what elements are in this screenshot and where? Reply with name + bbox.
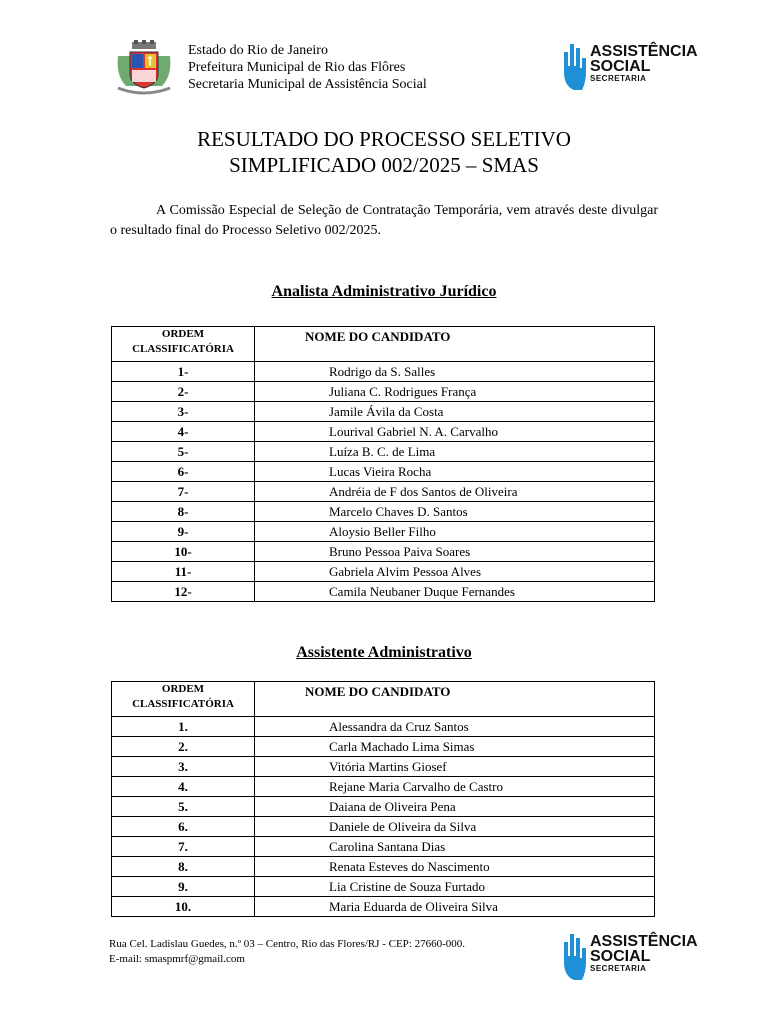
candidate-name-cell: Carla Machado Lima Simas xyxy=(255,737,655,757)
logo-line2: SOCIAL xyxy=(590,58,651,75)
rank-cell: 3- xyxy=(112,402,255,422)
rank-cell: 12- xyxy=(112,582,255,602)
prefecture-line: Prefeitura Municipal de Rio das Flôres xyxy=(188,60,406,75)
title-line2: SIMPLIFICADO 002/2025 – SMAS xyxy=(229,153,539,177)
rank-cell: 1- xyxy=(112,362,255,382)
rank-cell: 2- xyxy=(112,382,255,402)
candidate-name-cell: Marcelo Chaves D. Santos xyxy=(255,502,655,522)
rank-cell: 10- xyxy=(112,542,255,562)
logo-line2: SOCIAL xyxy=(590,948,651,965)
name-column-header: NOME DO CANDIDATO xyxy=(255,327,655,362)
table-row xyxy=(112,542,655,562)
table-row xyxy=(112,562,655,582)
candidate-name-cell: Vitória Martins Giosef xyxy=(255,757,655,777)
table-row xyxy=(112,857,655,877)
candidate-name-cell: Daiana de Oliveira Pena xyxy=(255,797,655,817)
rank-column-header: ORDEM CLASSIFICATÓRIA xyxy=(112,327,255,362)
assistencia-social-logo-footer xyxy=(560,932,700,984)
name-column-header: NOME DO CANDIDATO xyxy=(255,682,655,717)
table-row xyxy=(112,717,655,737)
candidate-name-cell: Aloysio Beller Filho xyxy=(255,522,655,542)
results-table-assistente xyxy=(111,681,655,917)
rank-cell: 5. xyxy=(112,797,255,817)
candidate-name-cell: Renata Esteves do Nascimento xyxy=(255,857,655,877)
table-row xyxy=(112,757,655,777)
candidate-name-cell: Luíza B. C. de Lima xyxy=(255,442,655,462)
assistencia-social-logo xyxy=(560,42,700,94)
rank-cell: 3. xyxy=(112,757,255,777)
rank-cell: 9- xyxy=(112,522,255,542)
hand-icon xyxy=(560,42,588,92)
table-row xyxy=(112,482,655,502)
rank-column-header: ORDEM CLASSIFICATÓRIA xyxy=(112,682,255,717)
rank-cell: 8. xyxy=(112,857,255,877)
candidate-name-cell: Camila Neubaner Duque Fernandes xyxy=(255,582,655,602)
table-header-row xyxy=(112,327,655,362)
candidate-name-cell: Gabriela Alvim Pessoa Alves xyxy=(255,562,655,582)
header-text xyxy=(188,42,427,93)
footer-address: Rua Cel. Ladislau Guedes, n.º 03 – Centro, Rio das Flores/RJ - CEP: 27660-000. xyxy=(109,938,465,950)
candidate-name-cell: Lourival Gabriel N. A. Carvalho xyxy=(255,422,655,442)
candidate-name-cell: Rejane Maria Carvalho de Castro xyxy=(255,777,655,797)
table-row xyxy=(112,422,655,442)
candidate-name-cell: Carolina Santana Dias xyxy=(255,837,655,857)
rank-cell: 8- xyxy=(112,502,255,522)
results-table-analista xyxy=(111,326,655,602)
candidate-name-cell: Maria Eduarda de Oliveira Silva xyxy=(255,897,655,917)
table-row xyxy=(112,817,655,837)
intro-text: A Comissão Especial de Seleção de Contratação Temporária, vem através deste divulgar o resultado final do Processo Seletivo 002/2025. xyxy=(110,203,658,238)
rank-cell: 7. xyxy=(112,837,255,857)
candidate-name-cell: Alessandra da Cruz Santos xyxy=(255,717,655,737)
logo-line1: ASSISTÊNCIA xyxy=(590,43,698,60)
candidate-name-cell: Juliana C. Rodrigues França xyxy=(255,382,655,402)
secretariat-line: Secretaria Municipal de Assistência Social xyxy=(188,77,427,92)
table-row xyxy=(112,837,655,857)
rank-cell: 4- xyxy=(112,422,255,442)
candidate-name-cell: Bruno Pessoa Paiva Soares xyxy=(255,542,655,562)
title-line1: RESULTADO DO PROCESSO SELETIVO xyxy=(197,127,571,151)
table-row xyxy=(112,502,655,522)
hand-icon xyxy=(560,932,588,982)
table-row xyxy=(112,877,655,897)
footer-email: E-mail: smaspmrf@gmail.com xyxy=(109,953,245,965)
table-row xyxy=(112,737,655,757)
logo-line3: SECRETARIA xyxy=(590,964,647,973)
table-row xyxy=(112,462,655,482)
rank-cell: 11- xyxy=(112,562,255,582)
rank-cell: 6- xyxy=(112,462,255,482)
rank-cell: 2. xyxy=(112,737,255,757)
rank-cell: 7- xyxy=(112,482,255,502)
table-header-row xyxy=(112,682,655,717)
state-line: Estado do Rio de Janeiro xyxy=(188,43,328,58)
table-row xyxy=(112,382,655,402)
candidate-name-cell: Daniele de Oliveira da Silva xyxy=(255,817,655,837)
document-title xyxy=(0,126,768,178)
candidate-name-cell: Lia Cristine de Souza Furtado xyxy=(255,877,655,897)
rank-cell: 4. xyxy=(112,777,255,797)
rank-cell: 1. xyxy=(112,717,255,737)
table-row xyxy=(112,897,655,917)
table-row xyxy=(112,362,655,382)
rank-cell: 6. xyxy=(112,817,255,837)
table-row xyxy=(112,402,655,422)
municipal-crest-icon xyxy=(112,40,176,98)
rank-cell: 10. xyxy=(112,897,255,917)
table-row xyxy=(112,797,655,817)
logo-line1: ASSISTÊNCIA xyxy=(590,933,698,950)
candidate-name-cell: Andréia de F dos Santos de Oliveira xyxy=(255,482,655,502)
rank-cell: 5- xyxy=(112,442,255,462)
logo-line3: SECRETARIA xyxy=(590,74,647,83)
page-footer xyxy=(109,937,465,967)
candidate-name-cell: Lucas Vieira Rocha xyxy=(255,462,655,482)
table-row xyxy=(112,522,655,542)
table-row xyxy=(112,442,655,462)
table-row xyxy=(112,582,655,602)
rank-cell: 9. xyxy=(112,877,255,897)
candidate-name-cell: Jamile Ávila da Costa xyxy=(255,402,655,422)
intro-paragraph xyxy=(110,201,658,241)
table-row xyxy=(112,777,655,797)
candidate-name-cell: Rodrigo da S. Salles xyxy=(255,362,655,382)
section-title-analista: Analista Administrativo Jurídico xyxy=(271,283,497,300)
section-title-assistente: Assistente Administrativo xyxy=(296,644,472,661)
